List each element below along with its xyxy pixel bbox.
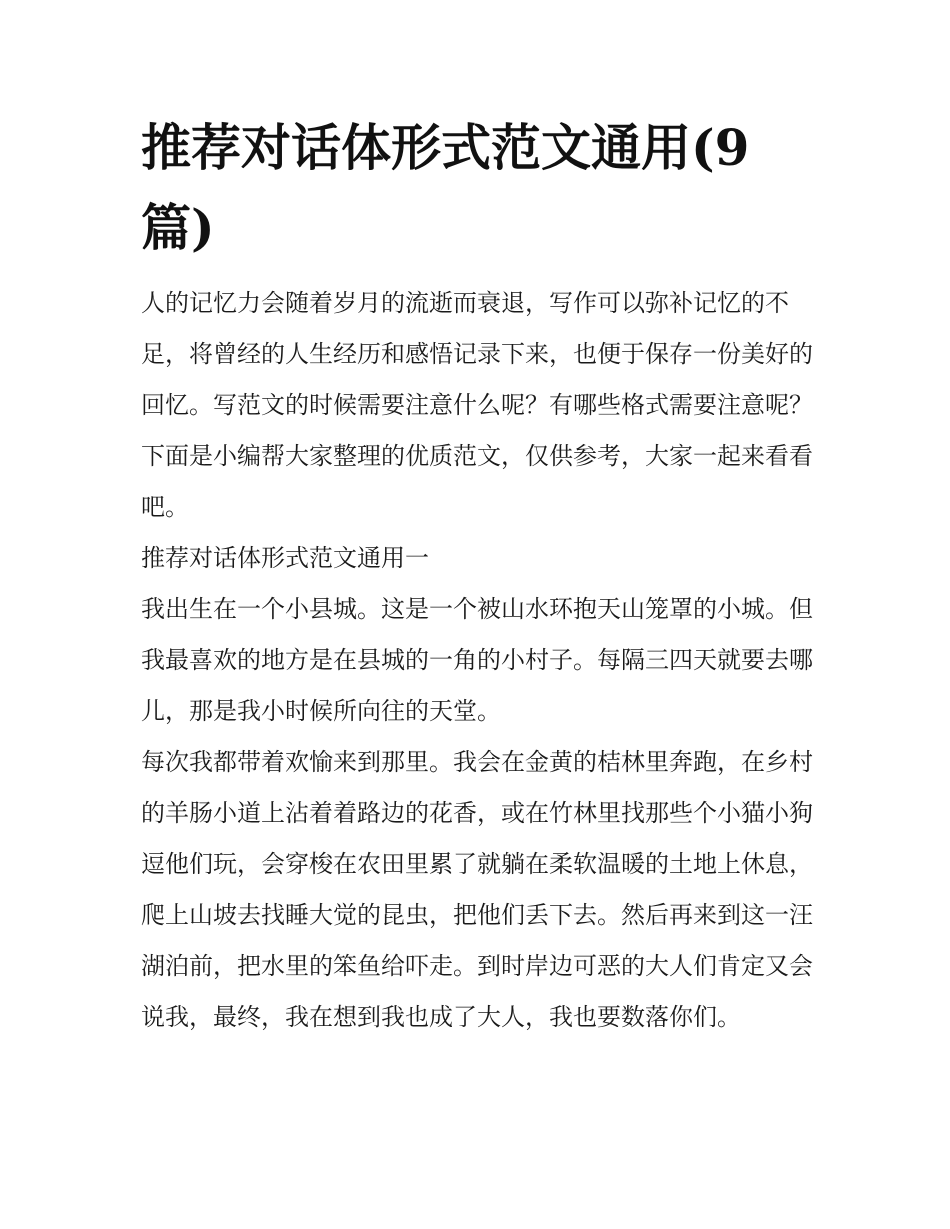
body-paragraph-1: 我出生在一个小县城。这是一个被山水环抱天山笼罩的小城。但我最喜欢的地方是在县城的一角的小村子。每隔三四天就要去哪儿，那是我小时候所向往的天堂。 (141, 595, 813, 725)
document-body (141, 278, 816, 1043)
document-title: 推荐对话体形式范文通用(9篇) (141, 118, 750, 257)
body-paragraph-2: 每次我都带着欢愉来到那里。我会在金黄的桔林里奔跑，在乡村的羊肠小道上沾着着路边的花香，或在竹林里找那些个小猫小狗逗他们玩，会穿梭在农田里累了就躺在柔软温暖的土地上休息，爬上山坡去找睡大觉的昆虫，把他们丢下去。然后再来到这一汪湖泊前，把水里的笨鱼给吓走。到时岸边可恶的大人们肯定又会说我，最终，我在想到我也成了大人，我也要数落你们。 (141, 748, 813, 1031)
section-heading: 推荐对话体形式范文通用一 (141, 544, 429, 572)
intro-paragraph: 人的记忆力会随着岁月的流逝而衰退，写作可以弥补记忆的不足，将曾经的人生经历和感悟记录下来，也便于保存一份美好的回忆。写范文的时候需要注意什么呢？有哪些格式需要注意呢？下面是小编帮大家整理的优质范文，仅供参考，大家一起来看看吧。 (141, 289, 813, 521)
